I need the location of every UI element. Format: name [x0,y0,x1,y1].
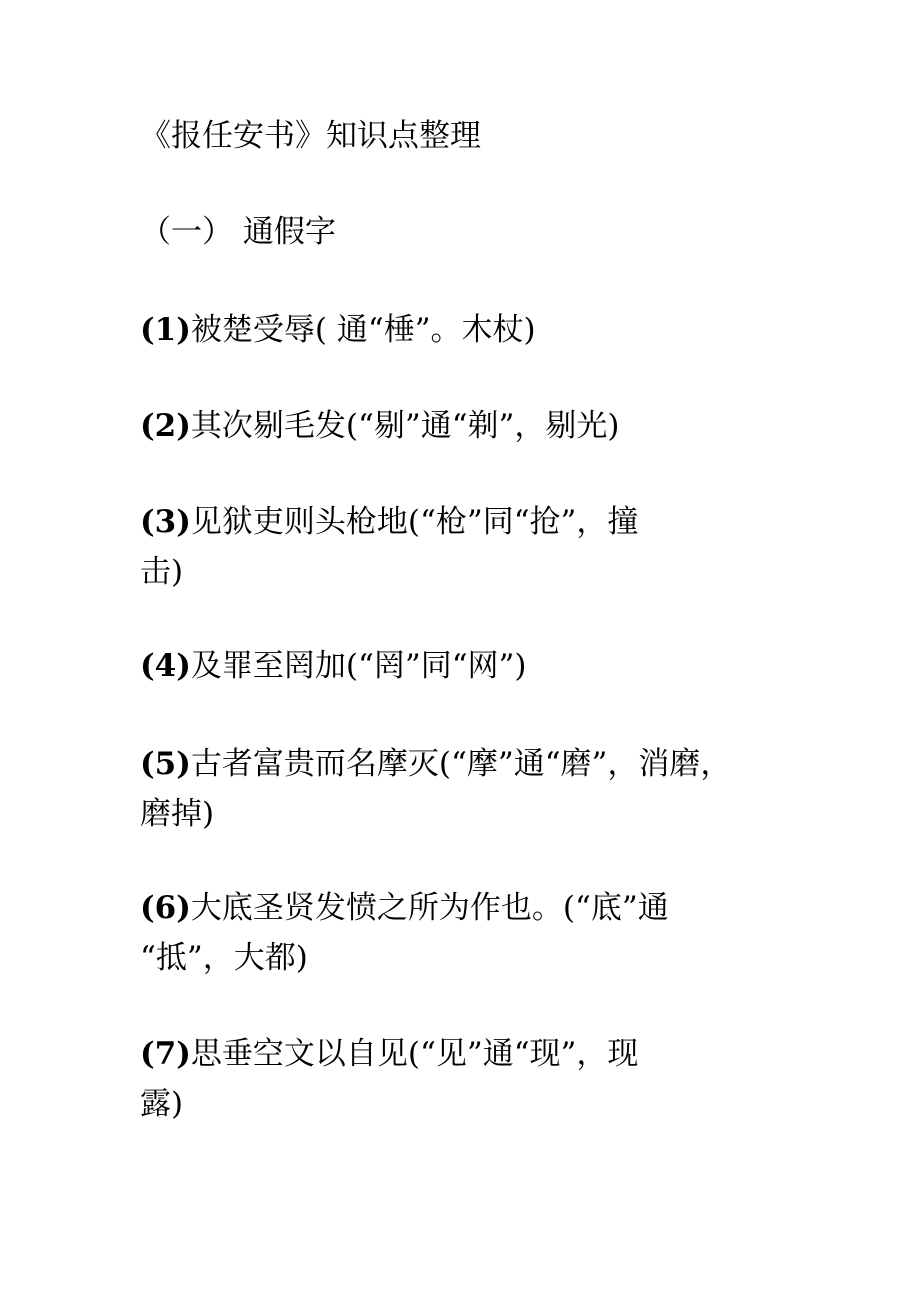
item-text: 古者富贵而名摩灭(“摩”通“磨”，消磨， [190,746,732,782]
list-item-continuation [140,1080,785,1128]
item-text-continued: “抵”，大都) [140,940,308,976]
item-number: (4) [140,648,191,684]
list-item [140,1030,785,1078]
item-text: 大底圣贤发愤之所为作也。(“底”通 [190,890,669,926]
item-number: (7) [140,1036,191,1072]
list-item [140,306,785,354]
item-text-continued: 击) [140,554,184,590]
list-item-continuation [140,790,785,838]
item-text: 思垂空文以自见(“见”通“现”，现 [190,1036,639,1072]
item-number: (6) [140,890,191,926]
list-item [140,402,785,450]
document-title: 《报任安书》知识点整理 [140,118,481,154]
item-text: 及罪至罔加(“罔”同“网”) [190,648,527,684]
list-item [140,498,785,546]
item-text: 见狱吏则头枪地(“枪”同“抢”，撞 [190,504,639,540]
list-item [140,884,785,932]
list-item-continuation [140,934,785,982]
item-text: 被楚受辱( 通“棰”。木杖) [190,312,536,348]
section-heading: （一） 通假字 [140,214,336,250]
list-item-continuation [140,548,785,596]
item-number: (3) [140,504,191,540]
item-text: 其次剔毛发(“剔”通“剃”，剔光) [190,408,620,444]
item-text-continued: 露) [140,1086,184,1122]
list-item [140,642,785,690]
item-text-continued: 磨掉) [140,796,215,832]
item-number: (2) [140,408,191,444]
item-number: (5) [140,746,191,782]
list-item [140,740,785,788]
item-number: (1) [140,312,191,348]
